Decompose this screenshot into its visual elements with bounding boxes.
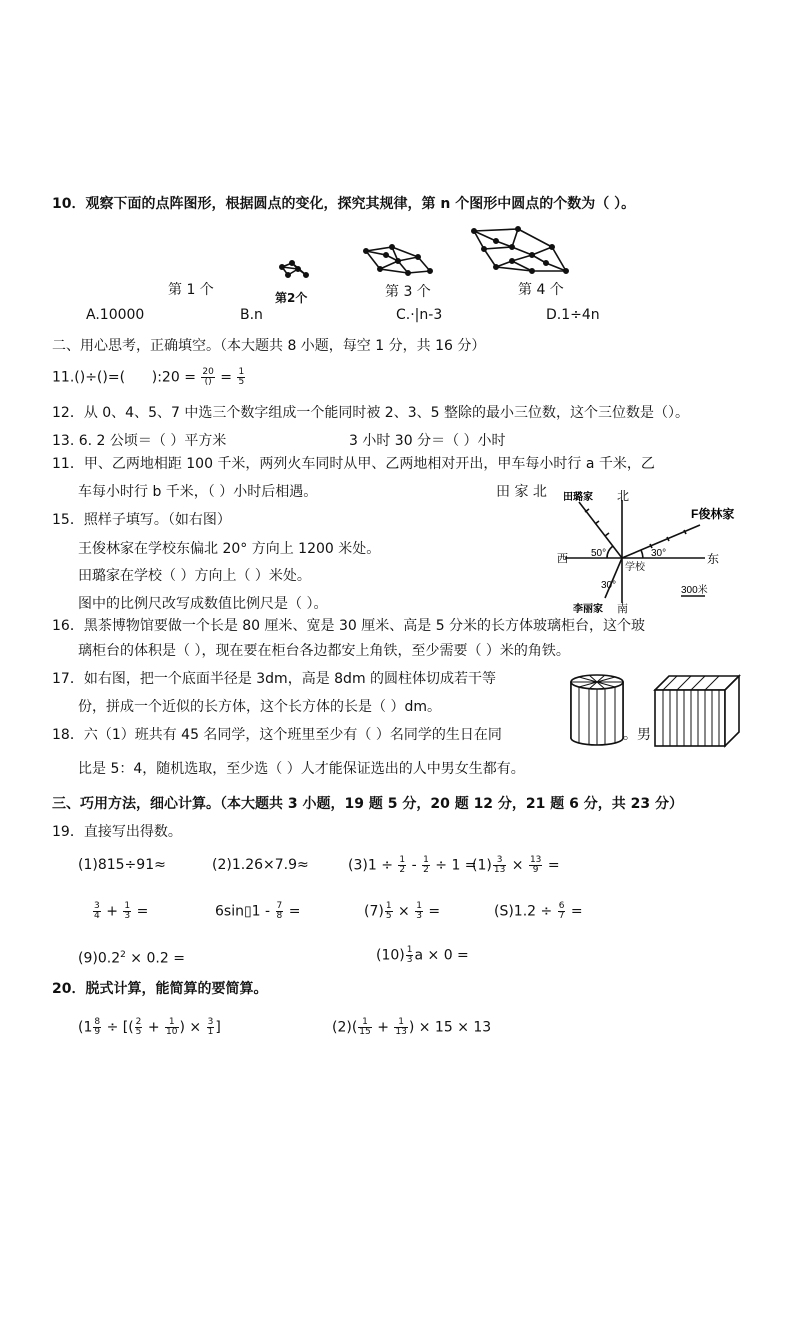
fraction (493, 856, 506, 875)
fraction (93, 1018, 101, 1037)
numerator: 7 (276, 901, 283, 911)
compass-diagram (555, 488, 780, 618)
part: (9)0.2 (78, 950, 121, 967)
fig-label-4: 第 4 个 (518, 282, 564, 298)
q17-line2: 份，拼成一个近似的长方体，这个长方体的长是（ ）dm。 (78, 699, 441, 715)
denominator: 3 (124, 911, 131, 921)
q20-expr-1 (78, 1018, 221, 1037)
q19-calc-2: (2)1.26×7.9≈ (212, 857, 309, 873)
section2-heading: 二、用心思考，正确填空。（本大题共 8 小题，每空 1 分，共 16 分） (52, 338, 486, 354)
q19-calc-8 (494, 902, 583, 921)
numerator: 1 (406, 945, 413, 955)
q15-line4: 图中的比例尺改写成数值比例尺是（ ）。 (78, 596, 328, 612)
label-wang: F俊林家 (691, 507, 735, 521)
q15-line2: 王俊林家在学校东偏北 20° 方向上 1200 米处。 (78, 541, 381, 557)
section3-heading: 三、巧用方法，细心计算。（本大题共 3 小题，19 题 5 分，20 题 12 分，21 题 6 分，共 23 分） (52, 796, 683, 812)
label-north: 北 (617, 489, 630, 503)
part: ) × 15 × 13 (408, 1019, 492, 1036)
denominator: 15 (359, 1027, 371, 1037)
part: ÷ 1 = (435, 857, 477, 874)
fraction (165, 1018, 178, 1037)
numerator: 1 (165, 1018, 178, 1028)
label-west: 西 (557, 553, 568, 565)
q16-line1: 16．黑茶博物馆要做一个长是 80 厘米、宽是 30 厘米、高是 5 分米的长方体玻璃柜台，这个玻 (52, 618, 646, 634)
part: = (288, 903, 301, 920)
q19-calc-9 (78, 946, 185, 968)
part: + (147, 1019, 160, 1036)
q18-line1a: 18．六（1）班共有 45 名同学，这个班里至少有（ ）名同学的生日在同 (52, 727, 502, 743)
fraction (394, 1018, 407, 1037)
part: (3)1 ÷ (348, 857, 393, 874)
q10-text: 10．观察下面的点阵图形，根据圆点的变化，探究其规律，第 n 个图形中圆点的个数为（ ）。 (52, 196, 636, 212)
denominator: 4 (94, 911, 100, 921)
q11b-line2: 车每小时行 b 千米，（ ）小时后相遇。 (78, 484, 318, 500)
q19-calc-6 (215, 902, 300, 921)
label-angle-50: 50° (591, 548, 607, 559)
numerator: 1 (358, 1018, 371, 1028)
numerator: 1 (423, 855, 429, 865)
numerator: 1 (394, 1018, 407, 1028)
fraction (558, 902, 566, 921)
numerator: 6 (558, 901, 565, 911)
numerator: 3 (207, 1017, 214, 1027)
numerator: 13 (529, 855, 542, 865)
q19-calc-4 (472, 856, 560, 875)
part: + (377, 1019, 389, 1036)
q16-line2: 璃柜台的体积是（ ），现在要在柜台各边都安上角铁，至少需要（ ）米的角铁。 (78, 643, 570, 659)
q11b-tail: 田 家 北 (496, 484, 547, 500)
part: 6sin▯1 - (215, 903, 271, 920)
fig-label-3: 第 3 个 (385, 284, 431, 300)
q13-part1: 13. 6. 2 公顷＝（ ）平方米 (52, 433, 227, 449)
q15-line3: 田璐家在学校（ ）方向上（ ）米处。 (78, 568, 311, 584)
q19-calc-5 (92, 902, 148, 921)
q11a-fraction-2 (237, 368, 245, 387)
denominator: 5 (238, 377, 245, 387)
numerator: 2 (135, 1017, 142, 1027)
denominator: () (204, 377, 212, 387)
q11a-mid: ):20 = (151, 369, 196, 386)
part: (1) (472, 857, 492, 874)
label-tian: 田璐家 (563, 492, 593, 503)
numerator: 8 (94, 1017, 101, 1027)
q20-title: 20．脱式计算，能简算的要简算。 (52, 981, 268, 997)
q10-option-a: A.10000 (86, 307, 145, 323)
denominator: 2 (399, 865, 406, 875)
part: ) × (179, 1019, 202, 1036)
part: × 0.2 = (125, 950, 185, 967)
q19-calc-3 (348, 856, 477, 875)
q18-line1b: 。男 (623, 727, 651, 743)
cylinder-cuboid-figure (565, 670, 745, 750)
part: (1 (78, 1019, 93, 1036)
fraction (529, 856, 542, 875)
fraction (422, 856, 430, 875)
denominator: 5 (135, 1027, 142, 1037)
q13-part2: 3 小时 30 分＝（ ）小时 (349, 433, 506, 449)
fraction (385, 902, 393, 921)
numerator: 1 (385, 901, 392, 911)
denominator: 8 (276, 911, 283, 921)
denominator: 3 (406, 955, 413, 965)
q11b-line1: 11．甲、乙两地相距 100 千米，两列火车同时从甲、乙两地相对开出，甲车每小时行 a 千米，乙 (52, 456, 655, 472)
part: ÷ [( (106, 1019, 134, 1036)
label-angle-30b: 30° (601, 580, 617, 591)
label-li: 李丽家 (573, 604, 603, 615)
part: ] (215, 1019, 221, 1036)
part: = (547, 857, 560, 874)
exponent: 2 (120, 950, 126, 960)
part: = (136, 903, 149, 920)
part: (S)1.2 ÷ (494, 903, 553, 920)
part: + (106, 903, 118, 920)
q18-line2: 比是 5：4，随机选取，至少选（ ）人才能保证选出的人中男女生都有。 (78, 761, 525, 777)
q10-option-b: B.n (240, 307, 263, 323)
denominator: 1 (207, 1027, 214, 1037)
fraction (123, 902, 131, 921)
numerator: 1 (416, 901, 422, 911)
fraction (276, 902, 284, 921)
part: × (511, 857, 524, 874)
part: = (428, 903, 441, 920)
q11a-prefix: 11.()÷()=( (52, 369, 126, 386)
part: a × 0 = (414, 947, 469, 964)
q12-text: 12．从 0、4、5、7 中选三个数字组成一个能同时被 2、3、5 整除的最小三位数，这个三位数是（）。 (52, 405, 689, 421)
label-angle-30: 30° (651, 548, 667, 559)
q11a-fraction-1 (201, 368, 214, 387)
q20-expr-2 (332, 1018, 491, 1037)
q15-line1: 15．照样子填写。（如右图） (52, 512, 231, 528)
numerator: 1 (399, 855, 406, 865)
q19-calc-7 (364, 902, 440, 921)
part: (2)( (332, 1019, 358, 1036)
denominator: 7 (558, 911, 565, 921)
part: - (411, 857, 417, 874)
fig-label-1: 第 1 个 (168, 282, 214, 298)
q19-calc-1: (1)815÷91≈ (78, 857, 166, 873)
q11a-eq: = (220, 369, 233, 386)
denominator: 13 (395, 1027, 407, 1037)
dot-pattern-figure (270, 225, 580, 285)
q10-option-c: C.·|n-3 (396, 307, 443, 323)
q11a-line (52, 368, 246, 387)
q19-title: 19．直接写出得数。 (52, 824, 182, 840)
label-south: 南 (617, 603, 628, 615)
part: = (570, 903, 583, 920)
numerator: 3 (94, 901, 100, 911)
part: (10) (376, 947, 405, 964)
fraction (415, 902, 423, 921)
numerator: 1 (238, 367, 245, 377)
fraction (93, 902, 101, 921)
denominator: 9 (94, 1027, 101, 1037)
numerator: 1 (124, 901, 131, 911)
denominator: 3 (416, 911, 422, 921)
numerator: 3 (493, 856, 506, 866)
label-school: 学校 (625, 562, 645, 573)
denominator: 9 (532, 865, 539, 875)
fraction (207, 1018, 215, 1037)
fig-label-2: 第2个 (275, 291, 308, 305)
part: × (398, 903, 410, 920)
label-east: 东 (707, 552, 720, 566)
label-scale: 300米 (681, 585, 708, 596)
denominator: 13 (493, 865, 506, 875)
denominator: 5 (385, 911, 392, 921)
fraction (135, 1018, 143, 1037)
fraction (358, 1018, 371, 1037)
q17-line1: 17．如右图，把一个底面半径是 3dm，高是 8dm 的圆柱体切成若干等 (52, 671, 497, 687)
numerator: 20 (202, 367, 214, 377)
q19-calc-10 (376, 946, 469, 965)
fraction (398, 856, 406, 875)
fraction (406, 946, 414, 965)
q10-option-d: D.1÷4n (546, 307, 600, 323)
denominator: 2 (423, 865, 429, 875)
part: (7) (364, 903, 384, 920)
denominator: 10 (166, 1027, 178, 1037)
